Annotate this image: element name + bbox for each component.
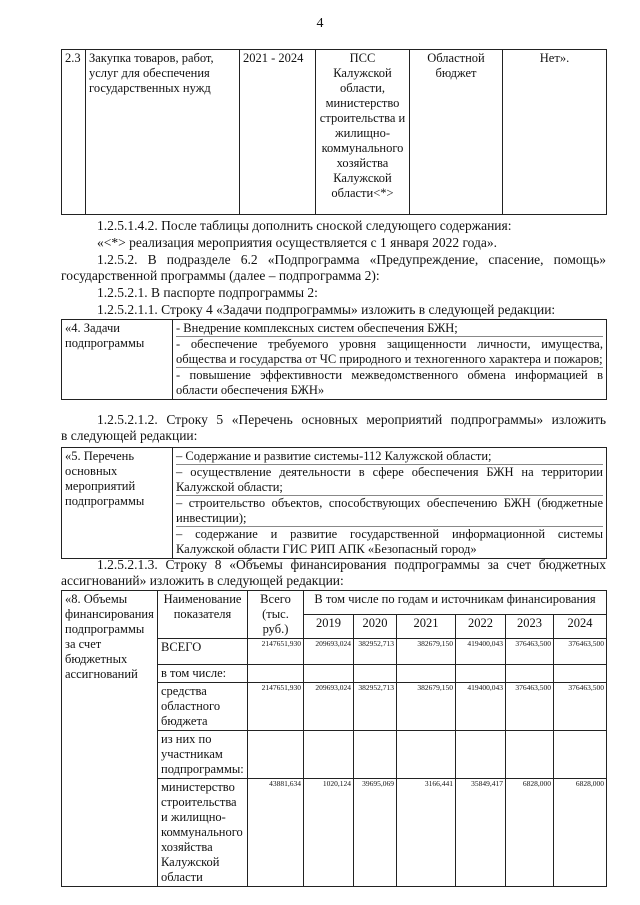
paragraph-row8: 1.2.5.2.1.3. Строку 8 «Объемы финансирования подпрограммы за счет бюджетных — [97, 557, 606, 572]
year-header: 2024 — [554, 615, 607, 639]
row-total: 43881,634 — [248, 779, 304, 887]
activities-item: – содержание и развитие государственной информационной системы Калужской области ГИС РИП АПК «Безопасный город» — [176, 527, 603, 556]
paragraph-row8-cont: ассигнований» изложить в следующей редакции: — [61, 573, 344, 588]
row-name: министерство строительства и жилищно-коммунального хозяйства Калужской области — [158, 779, 248, 887]
paragraph-row5-cont: в следующей редакции: — [61, 428, 198, 443]
row-value: 3166,441 — [397, 779, 456, 887]
row-value: 35849,417 — [456, 779, 506, 887]
measures-table-fragment — [61, 49, 607, 215]
activities-item: – строительство объектов, способствующих обеспечению БЖН (бюджетные инвестиции); — [176, 496, 603, 525]
row-name: ВСЕГО — [158, 639, 248, 665]
activities-item: – Содержание и развитие системы-112 Калужской области; — [176, 449, 603, 465]
tasks-list — [173, 320, 607, 400]
measure-executor: ПСС Калужской области, министерство строительства и жилищно-коммунального хозяйства Калужской области<*> — [316, 50, 410, 215]
row-total: 2147651,930 — [248, 683, 304, 731]
paragraph-subsection-cont: государственной программы (далее – подпрограмма 2): — [61, 268, 380, 283]
row-value: 39695,069 — [354, 779, 397, 887]
row-value: 382952,713 — [354, 639, 397, 665]
activities-table — [61, 447, 607, 559]
tasks-table — [61, 319, 607, 400]
row-total: 2147651,930 — [248, 639, 304, 665]
paragraph-footnote-text: «<*> реализация мероприятия осуществляется с 1 января 2022 года». — [97, 235, 498, 250]
tasks-item: - Внедрение комплексных систем обеспечения БЖН; — [176, 321, 603, 337]
tasks-label: «4. Задачи подпрограммы — [62, 320, 173, 400]
activities-list — [173, 448, 607, 559]
measure-number: 2.3 — [62, 50, 86, 215]
tasks-item: - повышение эффективности межведомственного обмена информацией в области обеспечения БЖН» — [176, 368, 603, 397]
paragraph-footnote-intro: 1.2.5.1.4.2. После таблицы дополнить сноской следующего содержания: — [97, 218, 512, 233]
year-header: 2021 — [397, 615, 456, 639]
measure-source: Областной бюджет — [410, 50, 503, 215]
measure-period: 2021 - 2024 — [240, 50, 316, 215]
financing-label: «8. Объемы финансирования подпрограммы за счет бюджетных ассигнований — [62, 591, 158, 887]
col-years-header: В том числе по годам и источникам финансирования — [304, 591, 607, 615]
financing-table — [61, 590, 607, 887]
paragraph-row5: 1.2.5.2.1.2. Строку 5 «Перечень основных мероприятий подпрограммы» изложить — [97, 412, 606, 427]
row-value: 209693,024 — [304, 639, 354, 665]
paragraph-passport: 1.2.5.2.1. В паспорте подпрограммы 2: — [97, 285, 318, 300]
row-value: 382952,713 — [354, 683, 397, 731]
row-value: 382679,150 — [397, 639, 456, 665]
col-name-header: Наименование показателя — [158, 591, 248, 639]
row-name: из них по участникам подпрограммы: — [158, 731, 248, 779]
measure-flag: Нет». — [503, 50, 607, 215]
tasks-item: - обеспечение требуемого уровня защищенности личности, имущества, общества и государства от ЧС природного и техногенного характера и пожаров; — [176, 337, 603, 366]
activities-item: – осуществление деятельности в сфере обеспечения БЖН на территории Калужской области; — [176, 465, 603, 494]
year-header: 2019 — [304, 615, 354, 639]
row-value: 419400,043 — [456, 639, 506, 665]
row-name: в том числе: — [158, 665, 248, 683]
row-value: 6828,000 — [554, 779, 607, 887]
row-value: 209693,024 — [304, 683, 354, 731]
year-header: 2023 — [506, 615, 554, 639]
row-value: 419400,043 — [456, 683, 506, 731]
page-number: 4 — [316, 16, 324, 31]
row-value: 1020,124 — [304, 779, 354, 887]
year-header: 2020 — [354, 615, 397, 639]
row-value: 376463,500 — [506, 639, 554, 665]
row-value: 376463,500 — [554, 683, 607, 731]
row-value: 376463,500 — [554, 639, 607, 665]
row-value: 6828,000 — [506, 779, 554, 887]
activities-label: «5. Перечень основных мероприятий подпрограммы — [62, 448, 173, 559]
row-value: 376463,500 — [506, 683, 554, 731]
col-total-header: Всего (тыс. руб.) — [248, 591, 304, 639]
measure-name: Закупка товаров, работ, услуг для обеспечения государственных нужд — [86, 50, 240, 215]
row-name: средства областного бюджета — [158, 683, 248, 731]
row-value: 382679,150 — [397, 683, 456, 731]
paragraph-row4: 1.2.5.2.1.1. Строку 4 «Задачи подпрограммы» изложить в следующей редакции: — [97, 302, 556, 317]
paragraph-subsection: 1.2.5.2. В подразделе 6.2 «Подпрограмма «Предупреждение, спасение, помощь» — [97, 252, 606, 267]
year-header: 2022 — [456, 615, 506, 639]
